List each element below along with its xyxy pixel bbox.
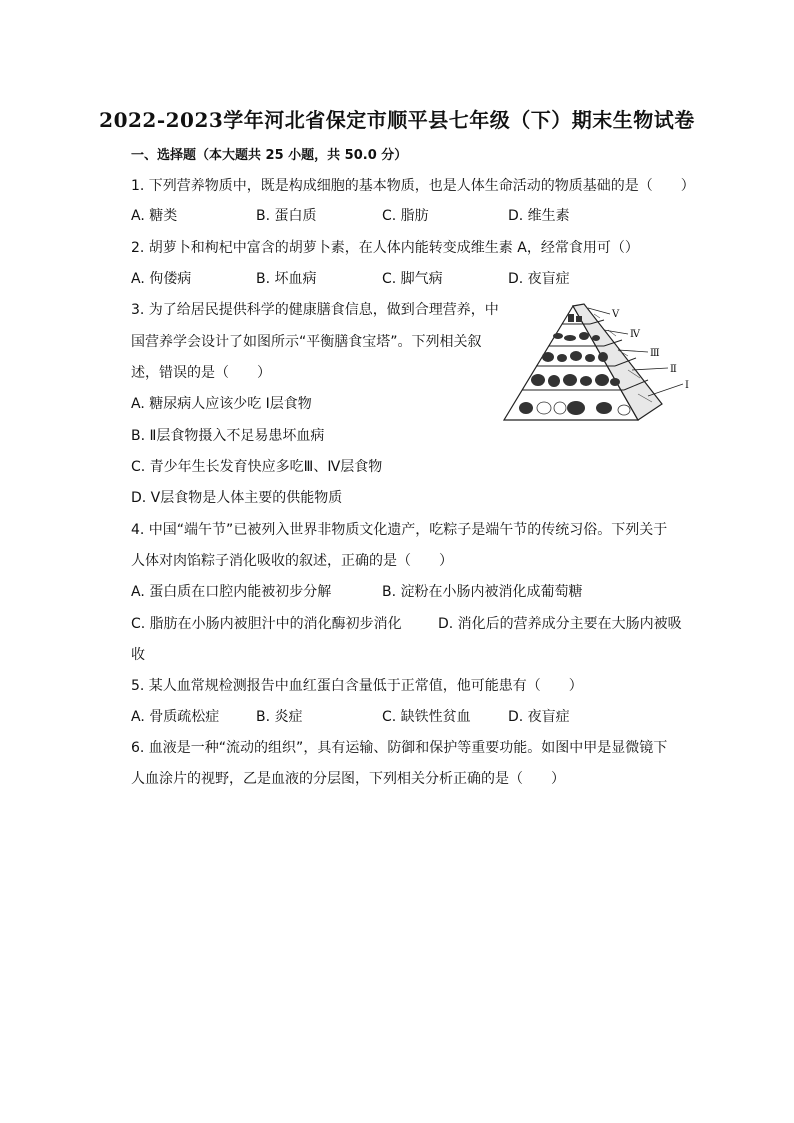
q4-option-b[interactable]: B. 淀粉在小肠内被消化成葡萄糖 xyxy=(382,584,583,600)
q1-option-b[interactable]: B. 蛋白质 xyxy=(256,208,317,224)
q3-option-d[interactable]: D. Ⅴ层食物是人体主要的供能物质 xyxy=(131,490,343,506)
q2-option-c[interactable]: C. 脚气病 xyxy=(382,271,443,287)
q3-option-a[interactable]: A. 糖尿病人应该少吃 Ⅰ层食物 xyxy=(131,396,312,412)
q3-option-c[interactable]: C. 青少年生长发育快应多吃Ⅲ、Ⅳ层食物 xyxy=(131,459,383,475)
question-3-text-line2: 国营养学会设计了如图所示“平衡膳食宝塔”。下列相关叙 xyxy=(131,334,482,350)
page-title: 2022-2023学年河北省保定市顺平县七年级（下）期末生物试卷 xyxy=(99,108,695,132)
q5-option-c[interactable]: C. 缺铁性贫血 xyxy=(382,709,471,725)
pyramid-label-iv: Ⅳ xyxy=(630,329,640,340)
q1-option-c[interactable]: C. 脂肪 xyxy=(382,208,429,224)
question-4-text-line1: 4. 中国“端午节”已被列入世界非物质文化遗产，吃粽子是端午节的传统习俗。下列关于 xyxy=(131,522,668,538)
q4-option-c[interactable]: C. 脂肪在小肠内被胆汁中的消化酶初步消化 xyxy=(131,616,402,632)
q4-option-d[interactable]: D. 消化后的营养成分主要在大肠内被吸 xyxy=(438,616,682,632)
question-1-text: 1. 下列营养物质中，既是构成细胞的基本物质，也是人体生命活动的物质基础的是（ ） xyxy=(131,178,695,194)
pyramid-label-iii: Ⅲ xyxy=(650,348,660,359)
q3-option-b[interactable]: B. Ⅱ层食物摄入不足易患坏血病 xyxy=(131,428,325,444)
q5-option-a[interactable]: A. 骨质疏松症 xyxy=(131,709,220,725)
q1-option-a[interactable]: A. 糖类 xyxy=(131,208,178,224)
question-5-text: 5. 某人血常规检测报告中血红蛋白含量低于正常值，他可能患有（ ） xyxy=(131,678,583,694)
q2-option-b[interactable]: B. 坏血病 xyxy=(256,271,317,287)
q5-option-b[interactable]: B. 炎症 xyxy=(256,709,303,725)
question-6-text-line1: 6. 血液是一种“流动的组织”，具有运输、防御和保护等重要功能。如图中甲是显微镜下 xyxy=(131,740,668,756)
question-4-text-line2: 人体对肉馅粽子消化吸收的叙述，正确的是（ ） xyxy=(131,553,453,569)
pyramid-label-i: Ⅰ xyxy=(685,380,689,391)
question-2-text: 2. 胡萝卜和枸杞中富含的胡萝卜素，在人体内能转变成维生素 A，经常食用可（） xyxy=(131,240,639,256)
q2-option-d[interactable]: D. 夜盲症 xyxy=(508,271,570,287)
q4-option-d-continued: 收 xyxy=(131,647,145,663)
question-3-text-line1: 3. 为了给居民提供科学的健康膳食信息，做到合理营养，中 xyxy=(131,302,499,318)
pyramid-label-v: Ⅴ xyxy=(612,309,620,320)
q2-option-a[interactable]: A. 佝偻病 xyxy=(131,271,192,287)
pyramid-label-ii: Ⅱ xyxy=(670,364,677,375)
question-6-text-line2: 人血涂片的视野，乙是血液的分层图，下列相关分析正确的是（ ） xyxy=(131,771,565,787)
food-pyramid-figure xyxy=(500,300,700,426)
question-3-text-line3: 述，错误的是（ ） xyxy=(131,365,271,381)
q5-option-d[interactable]: D. 夜盲症 xyxy=(508,709,570,725)
q4-option-a[interactable]: A. 蛋白质在口腔内能被初步分解 xyxy=(131,584,332,600)
q1-option-d[interactable]: D. 维生素 xyxy=(508,208,570,224)
section-heading: 一、选择题（本大题共 25 小题，共 50.0 分） xyxy=(131,148,408,163)
